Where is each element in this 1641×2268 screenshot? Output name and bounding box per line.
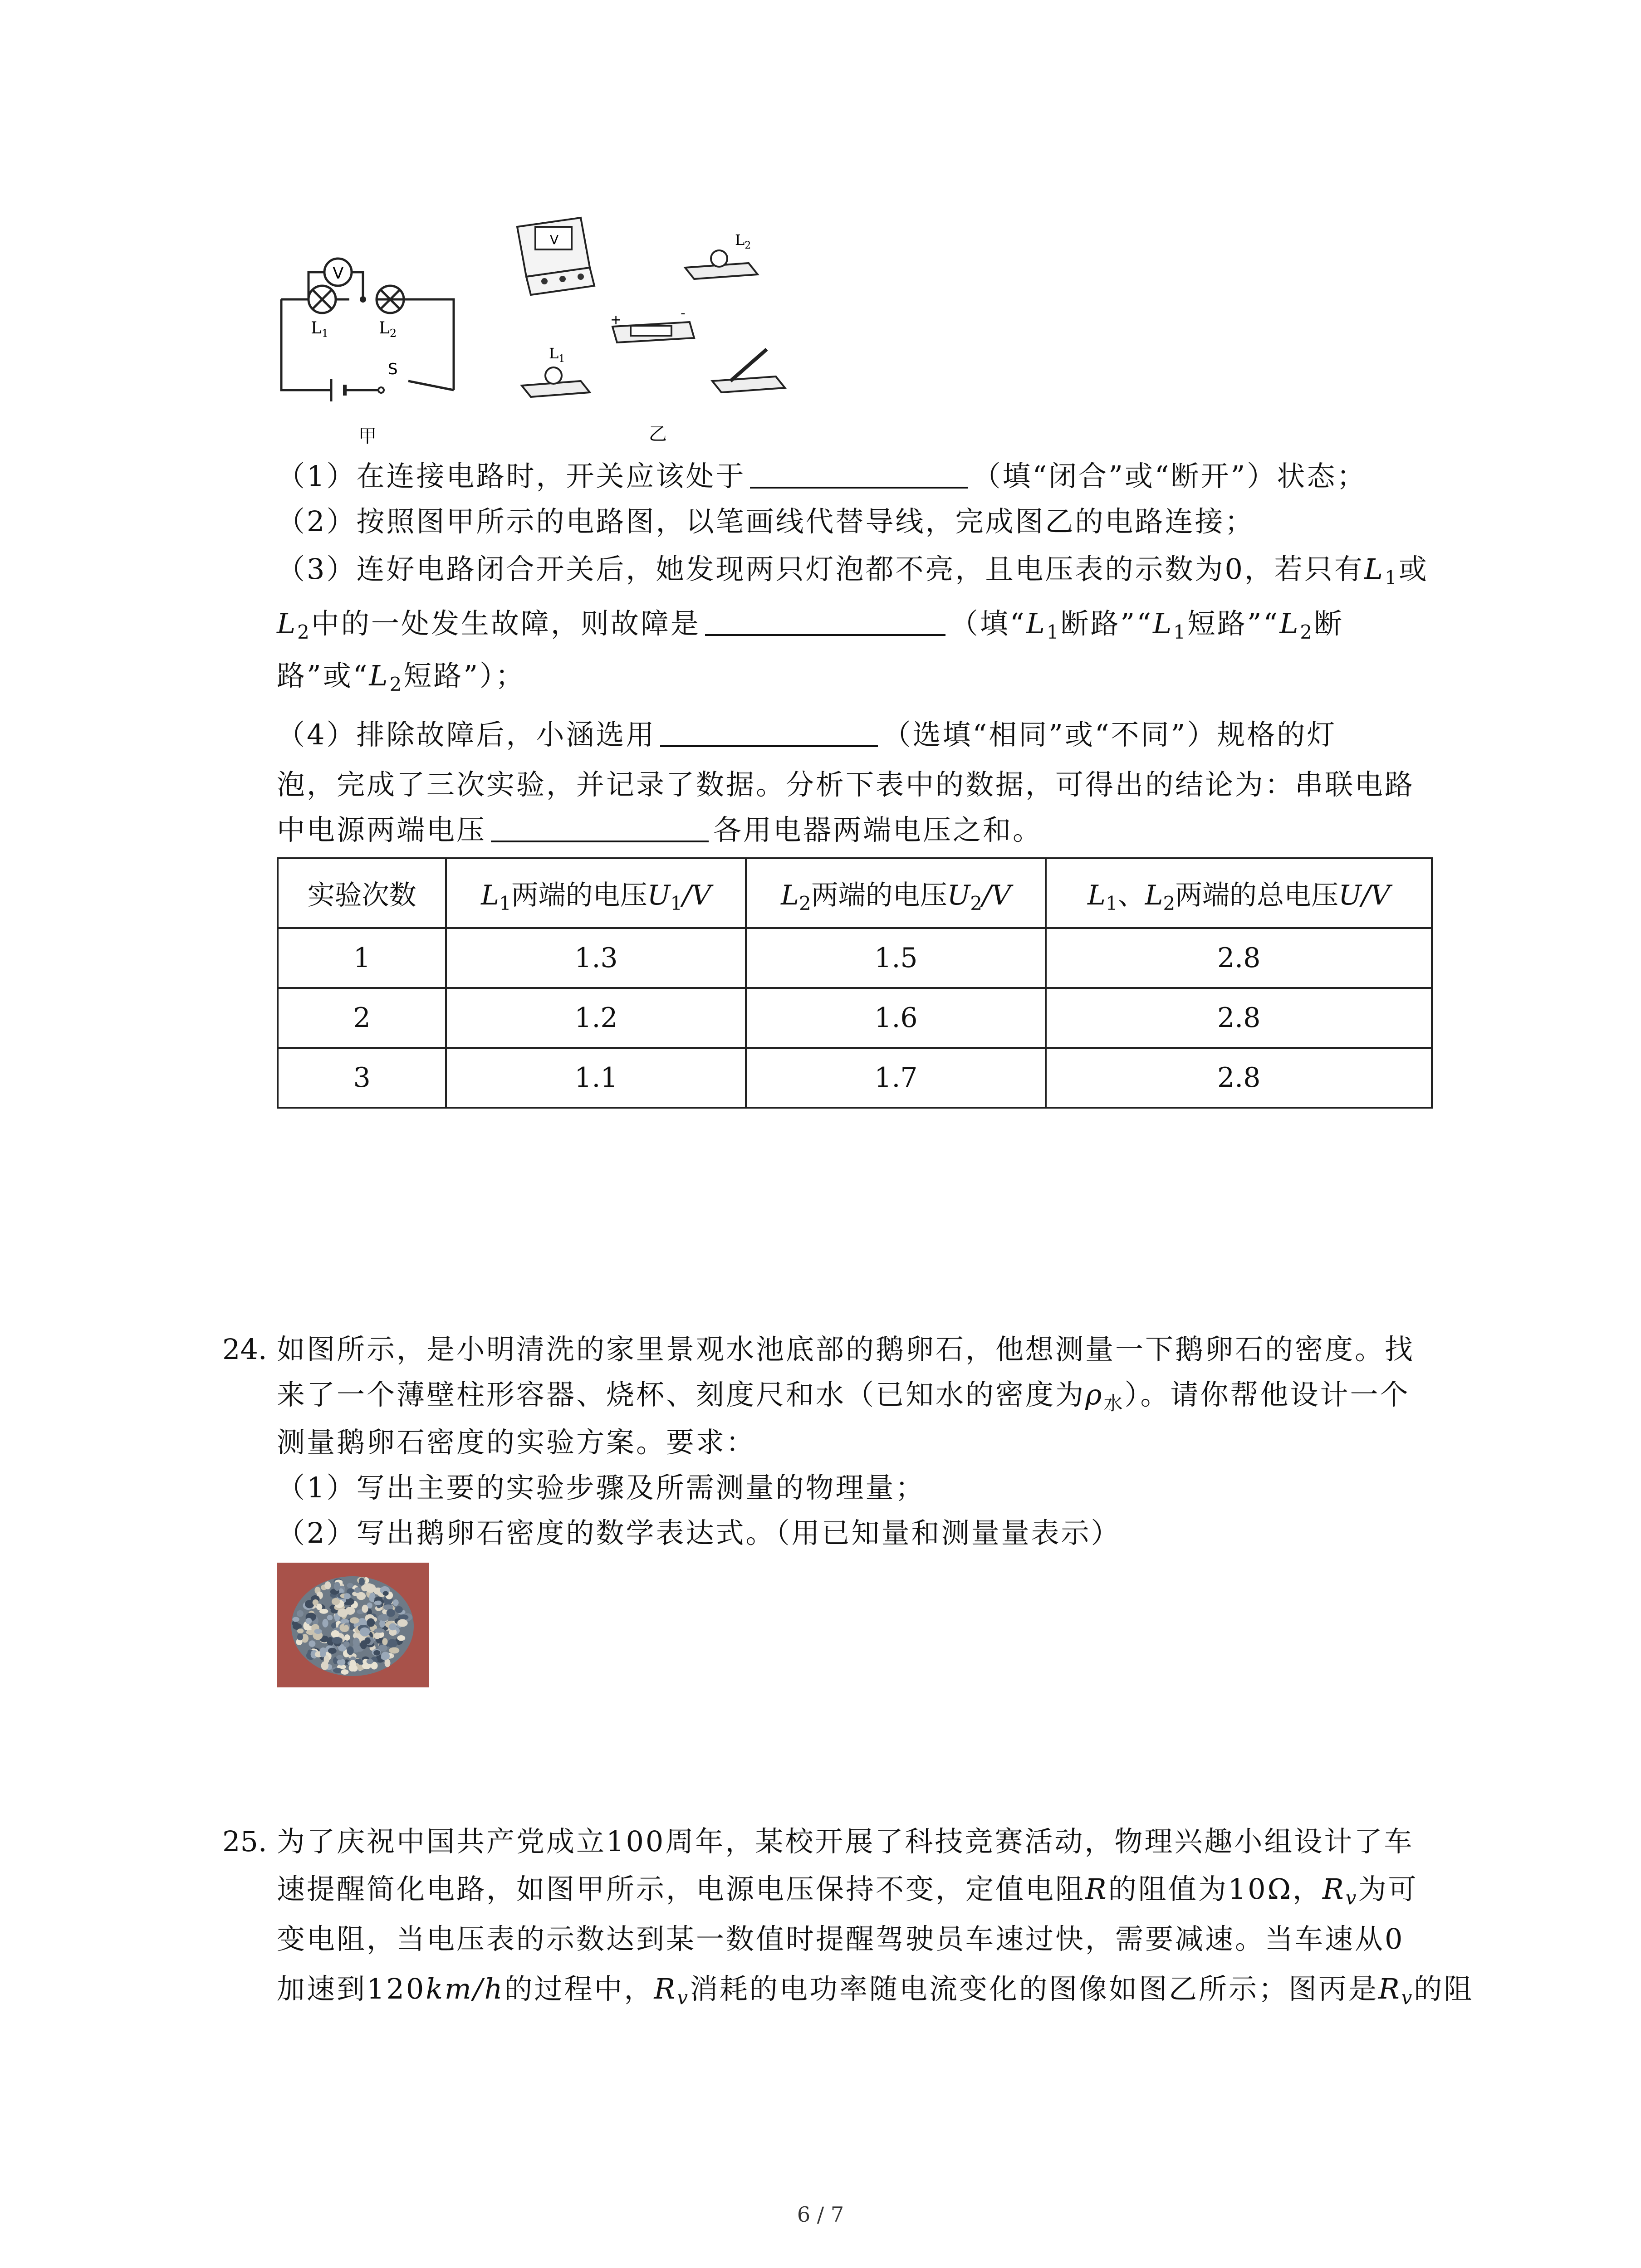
q23-part2: （2）按照图甲所示的电路图，以笔画线代替导线，完成图乙的电路连接； (277, 505, 1255, 538)
table-row: 2 1.2 1.6 2.8 (278, 988, 1432, 1048)
voltmeter-device (517, 218, 594, 295)
figure-caption-yi: 乙 (649, 424, 667, 445)
page-number: 6 / 7 (797, 2202, 844, 2227)
table-row: 3 1.1 1.7 2.8 (278, 1048, 1432, 1108)
q25-line3: 变电阻，当电压表的示数达到某一数值时提醒驾驶员车速过快，需要减速。当车速从0 (277, 1922, 1405, 1955)
lamp2-device (685, 250, 758, 279)
q24-number: 24. (222, 1333, 267, 1366)
svg-text:L2: $L_2$ (735, 231, 751, 251)
header-trial: 实验次数 (278, 858, 446, 928)
lamp1-label: L (311, 319, 322, 337)
svg-text:L2 (379, 319, 397, 340)
q23-part3-line2: $L_2$中的一处发生故障，则故障是 （填“$L_1$断路$”“L_1$短路$”“L_2$断 (277, 607, 1344, 643)
lamp1-sub: 1 (321, 327, 329, 340)
q23-part4-line3: 中电源两端电压 各用电器两端电压之和。 (277, 813, 1043, 846)
q23-part3-line1: （3）连好电路闭合开关后，她发现两只灯泡都不亮，且电压表的示数为0，若只有$L_1$或 (277, 552, 1429, 589)
header-u1: $L_1$两端的电压$U_1/V$ (446, 858, 746, 928)
table-row: 1 1.3 1.5 2.8 (278, 928, 1432, 988)
svg-text:L1 (311, 319, 328, 340)
table-header-row (278, 858, 1432, 928)
answer-blank-switch-state[interactable] (750, 459, 968, 489)
experiment-data-table (277, 857, 1433, 1109)
apparatus-figure-yi (513, 213, 812, 445)
q25-line2: 速提醒简化电路，如图甲所示，电源电压保持不变，定值电阻R的阻值为10Ω，$R_v$为可 (277, 1872, 1418, 1909)
header-total: $L_1$、$L_2$两端的总电压U/V (1046, 858, 1432, 928)
q24-line1: 如图所示，是小明清洗的家里景观水池底部的鹅卵石，他想测量一下鹅卵石的密度。找 (277, 1333, 1415, 1366)
lamp1-device (522, 367, 590, 397)
q25-line1: 为了庆祝中国共产党成立100周年，某校开展了科技竞赛活动，物理兴趣小组设计了车 (277, 1825, 1414, 1858)
battery-device (612, 322, 694, 342)
svg-text:L1: $L_1$ (549, 345, 565, 365)
circuit-diagram-jia (272, 254, 463, 449)
answer-blank-lamp-spec[interactable] (660, 717, 878, 747)
voltmeter-face: V (550, 232, 559, 247)
q24-line4: （1）写出主要的实验步骤及所需测量的物理量； (277, 1471, 926, 1504)
q23-part3-line3: 路”或“$L_2$短路”）； (277, 659, 526, 695)
knife-switch-device (712, 349, 785, 392)
lamp2-label: L (379, 319, 390, 337)
switch-label: S (388, 360, 398, 378)
lamp2-sub: 2 (389, 327, 397, 340)
q24-line2: 来了一个薄壁柱形容器、烧杯、刻度尺和水（已知水的密度为$\rho_水$）。请你帮他设计一个 (277, 1378, 1410, 1414)
voltmeter-symbol: V (333, 264, 344, 283)
q25-line4: 加速到120km/h的过程中，$R_v$消耗的电功率随电流变化的图像如图乙所示；图丙是$R_v$的阻 (277, 1972, 1474, 2009)
q25-number: 25. (222, 1825, 267, 1858)
q23-part1: （1）在连接电路时，开关应该处于 （填“闭合”或“断开”）状态； (277, 459, 1367, 493)
q23-part4-line2: 泡，完成了三次实验，并记录了数据。分析下表中的数据，可得出的结论为：串联电路 (277, 768, 1415, 801)
q23-part4-line1: （4）排除故障后，小涵选用 （选填“相同”或“不同”）规格的灯 (277, 718, 1337, 751)
answer-blank-conclusion[interactable] (491, 812, 709, 842)
header-u2: $L_2$两端的电压$U_2/V$ (746, 858, 1046, 928)
svg-text:+: + (610, 312, 622, 328)
pebbles-photo (277, 1563, 429, 1687)
answer-blank-fault[interactable] (705, 606, 945, 636)
svg-text:-: - (681, 305, 686, 321)
q24-line3: 测量鹅卵石密度的实验方案。要求： (277, 1426, 756, 1459)
q24-line5: （2）写出鹅卵石密度的数学表达式。（用已知量和测量量表示） (277, 1516, 1121, 1549)
figure-caption-jia: 甲 (358, 426, 377, 447)
